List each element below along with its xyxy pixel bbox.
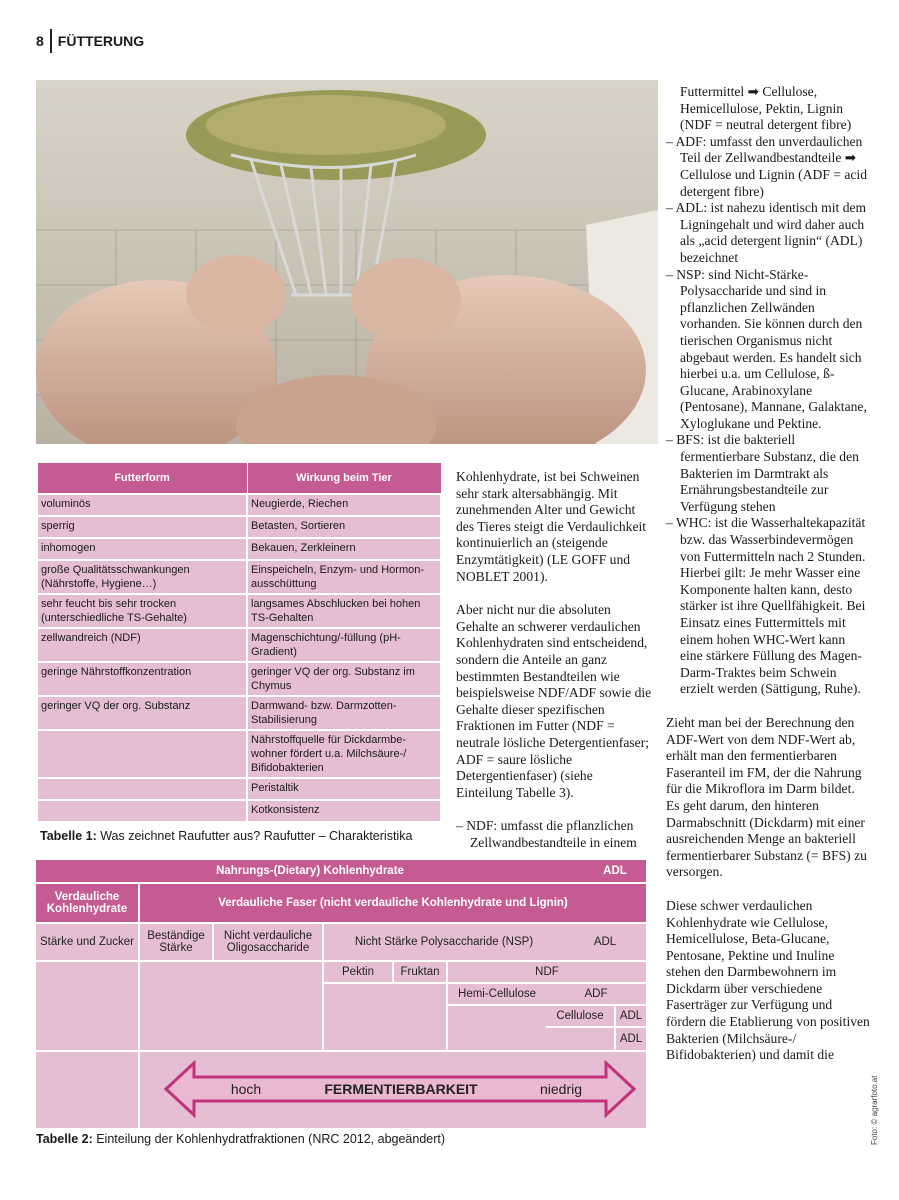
table-cell: zellwandreich (NDF) xyxy=(37,628,247,662)
t2-nsp: Nicht Stärke Polysaccharide (NSP) xyxy=(324,924,564,960)
t2-arrow-niedrig: niedrig xyxy=(539,1081,583,1097)
table-row xyxy=(37,516,441,538)
t2-top-header: Nahrungs-(Dietary) Kohlenhydrate xyxy=(36,860,584,882)
table-row xyxy=(37,628,441,662)
table-cell: Betasten, Sortieren xyxy=(247,516,441,538)
table-row xyxy=(37,494,441,516)
right-paragraph-3: Diese schwer verdaulichen Kohlenhydrate wie Cellulose, Hemicellulose, Beta-Glucane, Pentosane, Pektine und Inuline stehen den Darmbewohnern im Dickdarm über verschiedene Faserträger zur Verfügung und fördern die Etablierung von positiven Bakterien (Milchsäure-/ Bifidobakterien) und damit die xyxy=(666,897,870,1063)
table-cell: Peristaltik xyxy=(247,778,441,800)
t2-verdauliche-kh: Verdauliche Kohlenhydrate xyxy=(36,884,138,922)
page-number: 8 xyxy=(36,33,44,49)
t2-verdauliche-faser: Verdauliche Faser (nicht verdauliche Kohlenhydrate und Lignin) xyxy=(140,884,646,922)
table2-caption-text: Einteilung der Kohlenhydratfraktionen (NRC 2012, abgeändert) xyxy=(92,1132,446,1146)
table-cell: geringe Nährstoffkonzentration xyxy=(37,662,247,696)
table-cell: geringer VQ der org. Substanz im Chymus xyxy=(247,662,441,696)
table-row xyxy=(37,662,441,696)
right-list-whc: – WHC: ist die Wasserhaltekapazität bzw. das Wasserbindevermögen von Futtermitteln nach 2 Stunden. Hierbei gilt: Je mehr Wasser eine Komponente halten kann, desto stärker ist ihre Quellfähigkeit. Bei Einsatz eines Futtermittels mit einem hohen WHC-Wert kann eine stärkere Füllung des Magen-Darm-Traktes beim Schwein erzielt werden (Sättigung, Ruhe). xyxy=(666,515,866,697)
t2-arrow-fermentierbarkeit: FERMENTIERBARKEIT xyxy=(324,1081,478,1097)
table-cell: Neugierde, Riechen xyxy=(247,494,441,516)
photo-credit: Foto: © agrarfoto.at xyxy=(870,1075,879,1145)
table-cell xyxy=(37,800,247,822)
table2-caption-label: Tabelle 2: xyxy=(36,1132,93,1146)
t2-oligosaccharide: Nicht verdauliche Oligosaccharide xyxy=(214,924,322,960)
right-paragraph-1: Futtermittel ➡ Cellulose, Hemicellulose, Pektin, Lignin (NDF = neutral detergent fibre) xyxy=(680,84,852,133)
table-cell xyxy=(37,730,247,778)
table-row xyxy=(37,538,441,560)
table1-caption-label: Tabelle 1: xyxy=(40,829,97,843)
middle-text-column xyxy=(456,469,652,851)
middle-paragraph-2: Aber nicht nur die absoluten Gehalte an schwerer verdaulichen Kohlenhydraten sind entscheidend, sondern die Anteile an ganz bestimmten Bestandteilen wie beispielsweise NDF/ADF sowie die Gehalte dieser spezifischen Fraktionen im Futter (NDF = neutrale lösliche Detergentienfaser; ADF = saure lösliche Detergentienfaser) (siehe Einteilung Tabelle 3). xyxy=(456,602,652,800)
t2-adl-2: ADL xyxy=(616,1028,646,1050)
table-cell: sehr feucht bis sehr trocken (unterschiedliche TS-Gehalte) xyxy=(37,594,247,628)
table-1 xyxy=(36,462,442,823)
table-row xyxy=(37,730,441,778)
right-list-adf: – ADF: umfasst den unverdaulichen Teil der Zellwandbestandteile ➡ Cellulose und Lignin (ADF = acid detergent fibre) xyxy=(666,133,868,199)
right-text-column xyxy=(666,84,870,1064)
table1-header-futterform: Futterform xyxy=(37,463,247,495)
right-list-bfs: – BFS: ist die bakteriell fermentierbare Substanz, die den Bakterien im Darmtrakt als Ernährungsbestandteile zur Verfügung stehen xyxy=(666,432,859,514)
table-cell xyxy=(37,778,247,800)
right-list-adl: – ADL: ist nahezu identisch mit dem Ligningehalt und wird daher auch als „acid detergent lignin“ (ADL) bezeichnet xyxy=(666,200,867,265)
middle-paragraph-3: – NDF: umfasst die pflanzlichen Zellwandbestandteile in einem xyxy=(456,818,637,850)
right-list-nsp: – NSP: sind Nicht-Stärke-Polysaccharide und sind in pflanzlichen Zellwänden vorhanden. Sie können durch den tierischen Organismus nicht abgebaut werden. Es handelt sich hierbei u.a. um Cellulose, ß-Glucane, Arabinoxylane (Pentosane), Mannane, Galaktane, Xyloglukane und Pektine. xyxy=(666,266,867,431)
table-row xyxy=(37,560,441,594)
t2-empty-cell xyxy=(36,962,138,1050)
right-paragraph-2: Zieht man bei der Berechnung den ADF-Wert von dem NDF-Wert ab, erhält man den fermentierbaren Faseranteil im FM, der die Nahrung für die Mikroflora im Darm bildet. Es geht darum, den hinteren Darmabschnitt (Dickdarm) mit einer ausreichenden Menge an bakteriell fermentierbarer Substanz (= BFS) zu versorgen. xyxy=(666,714,867,880)
t2-empty-cell xyxy=(324,984,446,1050)
table-row xyxy=(37,800,441,822)
t2-empty-cell xyxy=(448,1006,546,1050)
table-cell: sperrig xyxy=(37,516,247,538)
t2-adl-header: ADL xyxy=(584,860,646,882)
t2-adf: ADF xyxy=(546,984,646,1004)
table-cell: voluminös xyxy=(37,494,247,516)
t2-empty-cell xyxy=(546,1028,614,1050)
table-cell: große Qualitätsschwankungen (Nährstoffe, Hygiene…) xyxy=(37,560,247,594)
table-row xyxy=(37,696,441,730)
t2-arrow-hoch: hoch xyxy=(230,1081,262,1097)
t2-hemi: Hemi-Cellulose xyxy=(448,984,546,1004)
table-2 xyxy=(36,860,646,1128)
page-header xyxy=(36,30,144,52)
table1-caption-text: Was zeichnet Raufutter aus? Raufutter – Charakteristika xyxy=(96,829,413,843)
table-row xyxy=(37,778,441,800)
middle-paragraph-1: Kohlenhydrate, ist bei Schweinen sehr stark altersabhängig. Mit zunehmenden Alter und Gewicht des Tieres steigt die Verdaulichkeit kontinuierlich an (steigende Enzymtätigkeit) (LE GOFF und NOBLET 2001). xyxy=(456,469,647,584)
photo-illustration xyxy=(36,80,658,444)
table-cell: Darmwand- bzw. Darmzotten-Stabilisierung xyxy=(247,696,441,730)
table-cell: Bekauen, Zerkleinern xyxy=(247,538,441,560)
table-cell: Einspeicheln, Enzym- und Hormonausschüttung xyxy=(247,560,441,594)
t2-adl-1: ADL xyxy=(616,1006,646,1026)
t2-adl: ADL xyxy=(564,924,646,960)
table-row xyxy=(37,594,441,628)
section-title: FÜTTERUNG xyxy=(57,33,145,49)
table-cell: Magenschichtung/-füllung (pH-Gradient) xyxy=(247,628,441,662)
t2-pektin: Pektin xyxy=(324,962,392,982)
table1-caption xyxy=(40,829,412,843)
table-cell: inhomogen xyxy=(37,538,247,560)
table-cell: Nährstoffquelle für Dickdarmbewohner fördert u.a. Milchsäure-/ Bifidobakterien xyxy=(247,730,441,778)
pigs-hay-rack-photo xyxy=(36,80,658,444)
t2-empty-cell xyxy=(36,1052,138,1128)
header-divider xyxy=(50,29,52,53)
t2-bestaendige-staerke: Beständige Stärke xyxy=(140,924,212,960)
t2-ndf: NDF xyxy=(448,962,646,982)
table2-caption xyxy=(36,1132,445,1146)
t2-empty-cell xyxy=(140,962,322,1050)
table-cell: Kotkonsistenz xyxy=(247,800,441,822)
t2-cellulose: Cellulose xyxy=(546,1006,614,1026)
table-cell: langsames Abschlucken bei hohen TS-Gehalten xyxy=(247,594,441,628)
t2-fruktan: Fruktan xyxy=(394,962,446,982)
table-cell: geringer VQ der org. Substanz xyxy=(37,696,247,730)
table1-header-wirkung: Wirkung beim Tier xyxy=(247,463,441,495)
t2-staerke-zucker: Stärke und Zucker xyxy=(36,924,138,960)
